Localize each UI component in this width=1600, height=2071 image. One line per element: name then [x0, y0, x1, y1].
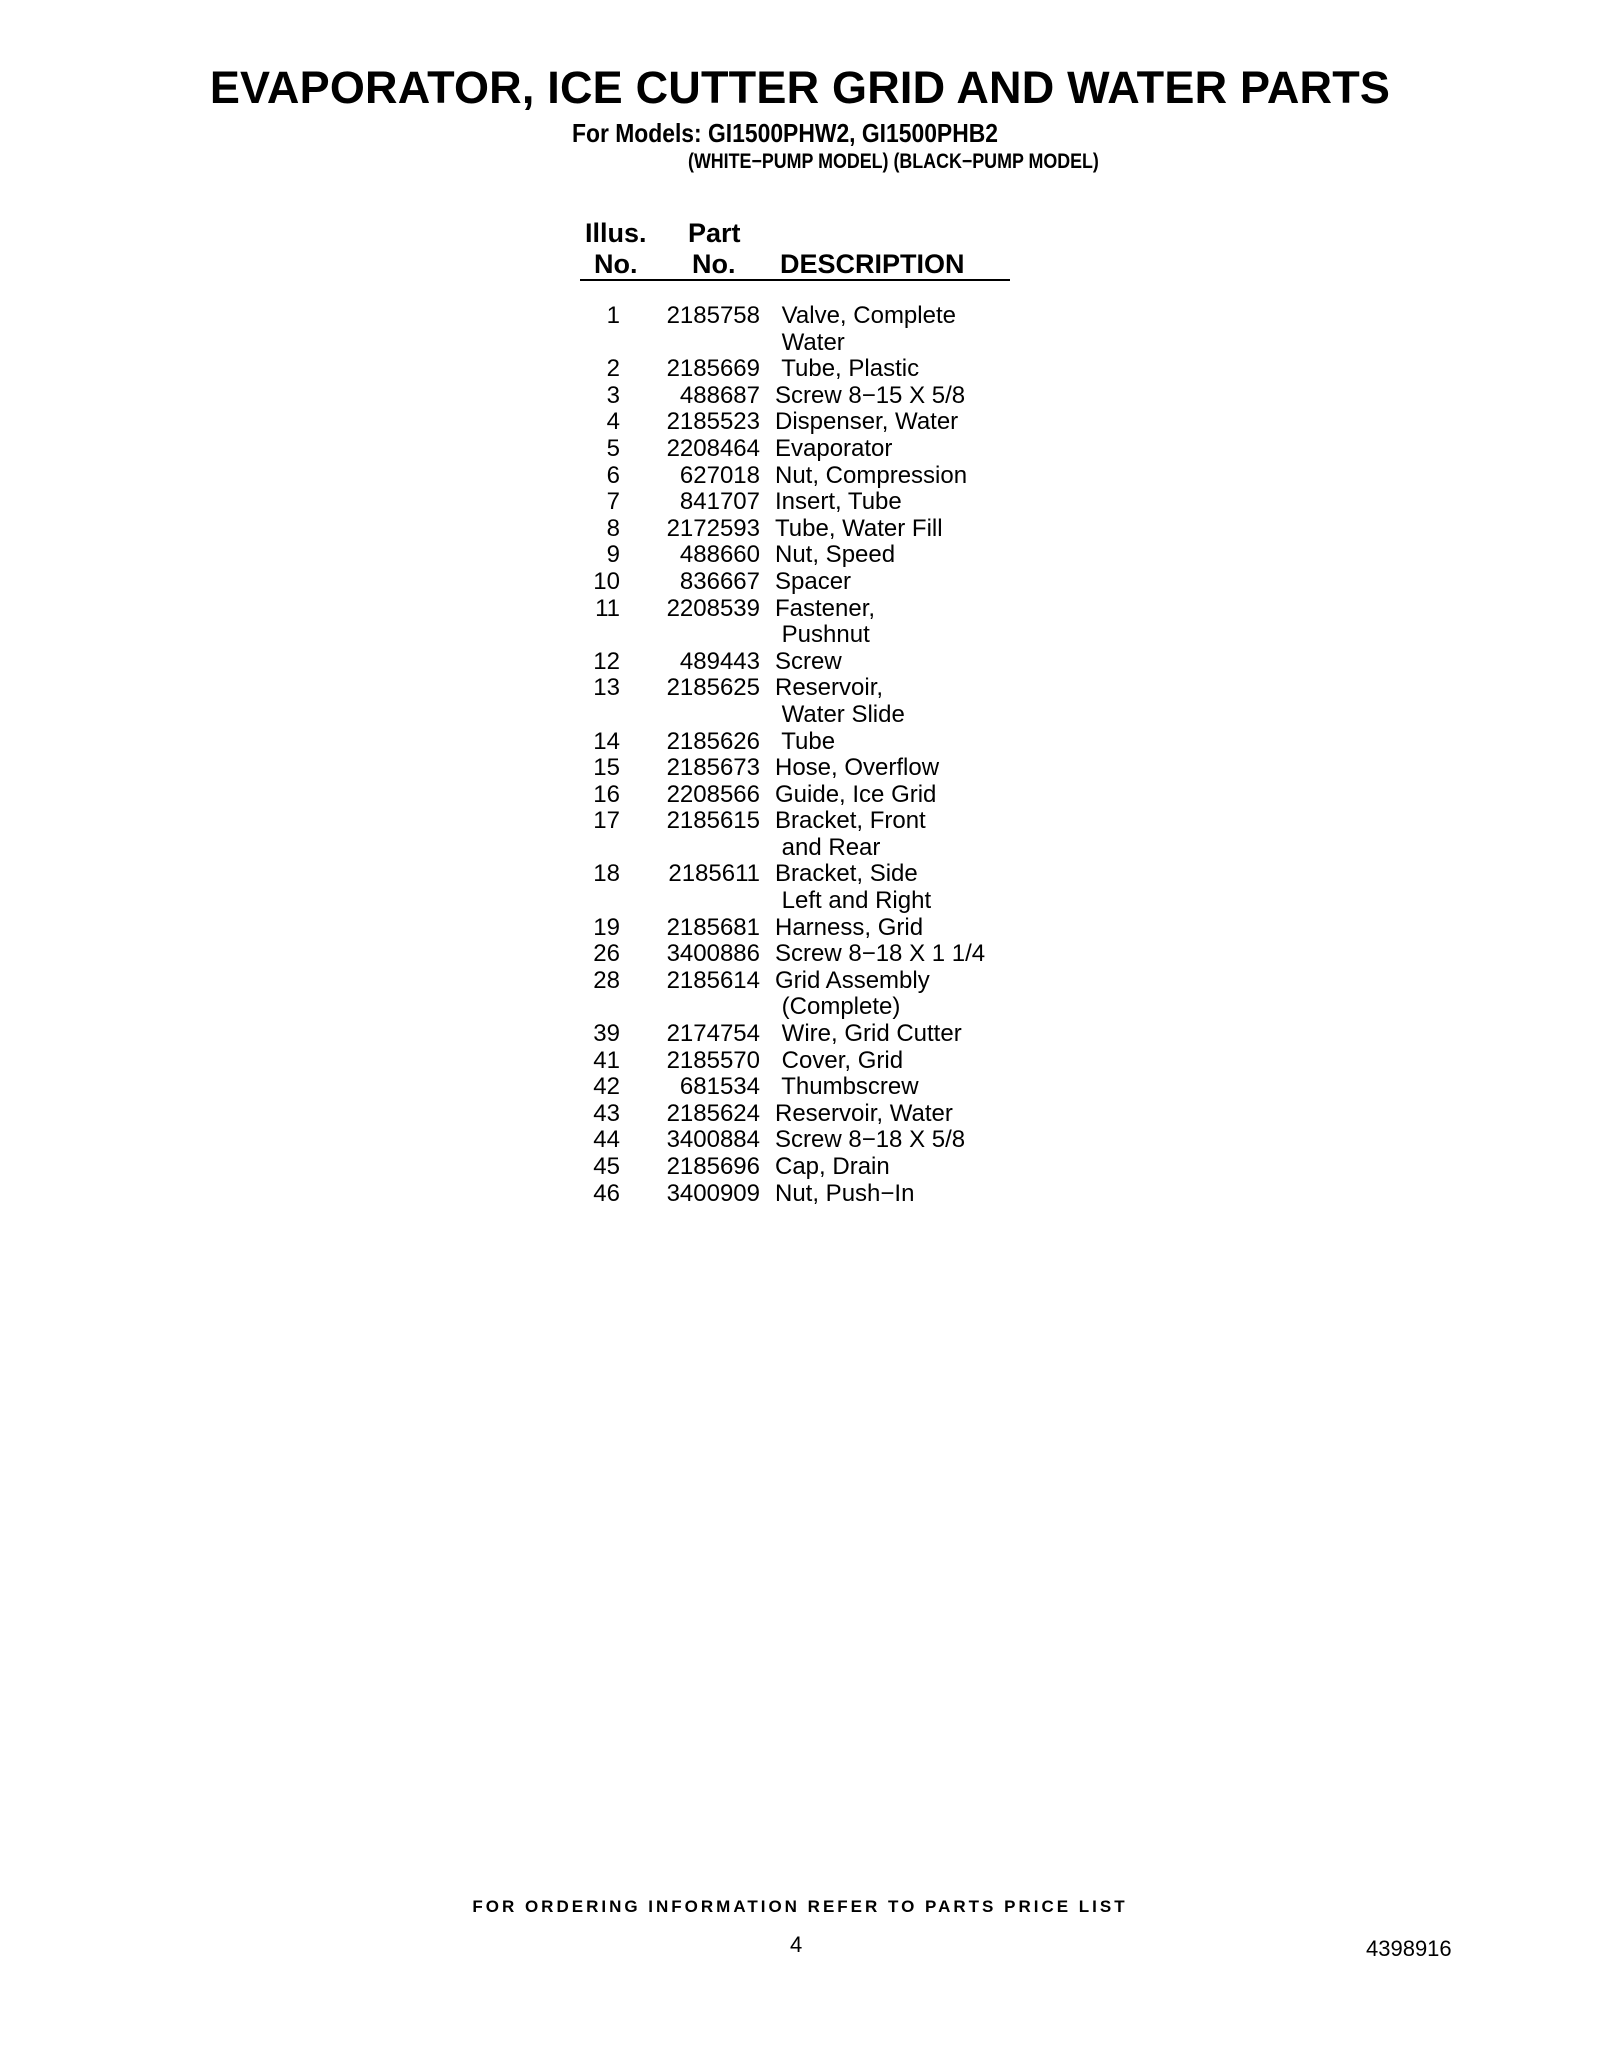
illus-number: 5 [606, 434, 620, 462]
part-description: (Complete) [775, 993, 901, 1021]
table-row [0, 808, 1600, 835]
part-description: Fastener, [775, 594, 876, 622]
table-row [0, 489, 1600, 516]
part-number: 2185570 [666, 1046, 760, 1074]
part-number: 2208566 [666, 780, 760, 808]
part-description: Cap, Drain [775, 1153, 890, 1180]
header-rule [580, 279, 1010, 281]
part-number: 2185615 [666, 807, 760, 835]
part-description: Reservoir, Water [775, 1099, 953, 1127]
illus-number: 26 [593, 940, 620, 968]
part-description: Screw [775, 647, 842, 675]
part-description: Valve, Complete [775, 302, 956, 329]
part-description: Left and Right [775, 887, 932, 915]
part-number: 2185696 [666, 1153, 760, 1180]
part-description: Screw 8−18 X 1 1/4 [775, 940, 986, 968]
table-row [0, 835, 1600, 862]
part-description: Tube, Plastic [775, 355, 920, 383]
illus-number: 42 [593, 1073, 620, 1101]
table-row [0, 702, 1600, 729]
part-description: Bracket, Front [775, 807, 926, 835]
table-row [0, 569, 1600, 596]
illus-number: 17 [593, 807, 620, 835]
illus-number: 16 [593, 780, 620, 808]
table-row [0, 1127, 1600, 1154]
illus-number: 12 [593, 647, 620, 675]
part-description: Water [775, 328, 845, 356]
illus-number: 6 [606, 461, 620, 489]
part-number: 488687 [679, 381, 760, 409]
part-number: 489443 [679, 647, 760, 675]
table-row [0, 1021, 1600, 1048]
part-number: 2185624 [666, 1099, 760, 1127]
table-row [0, 1048, 1600, 1075]
table-row [0, 861, 1600, 888]
table-row [0, 1074, 1600, 1101]
part-number: 2185625 [666, 674, 760, 702]
models-line: For Models: GI1500PHW2, GI1500PHB2 [572, 118, 998, 148]
table-row [0, 941, 1600, 968]
table-row [0, 1154, 1600, 1181]
table-row [0, 1181, 1600, 1208]
part-description: Screw 8−18 X 5/8 [775, 1126, 966, 1154]
part-description: Hose, Overflow [775, 754, 940, 782]
part-description: Evaporator [775, 434, 893, 462]
table-row [0, 330, 1600, 357]
part-number: 627018 [679, 461, 760, 489]
table-row [0, 1101, 1600, 1128]
table-row [0, 596, 1600, 623]
part-description: Nut, Speed [775, 541, 896, 569]
part-number: 2185611 [668, 860, 760, 888]
table-row [0, 622, 1600, 649]
table-row [0, 915, 1600, 942]
illus-number: 13 [593, 674, 620, 702]
table-row [0, 755, 1600, 782]
page-title: EVAPORATOR, ICE CUTTER GRID AND WATER PARTS [209, 62, 1391, 113]
part-number: 681534 [679, 1073, 760, 1101]
model-variants-line: (WHITE−PUMP MODEL) (BLACK−PUMP MODEL) [688, 150, 1099, 173]
illus-number: 11 [595, 594, 620, 622]
part-number: 3400884 [666, 1126, 760, 1154]
illus-number: 3 [606, 381, 620, 409]
table-row [0, 383, 1600, 410]
ordering-note: FOR ORDERING INFORMATION REFER TO PARTS PRICE LIST [472, 1897, 1128, 1916]
part-description: and Rear [775, 833, 881, 861]
illus-number: 2 [606, 355, 620, 383]
illus-number: 28 [593, 966, 620, 994]
header-illus-line2: No. [594, 249, 638, 279]
table-row [0, 409, 1600, 436]
header-description: DESCRIPTION [780, 249, 965, 279]
part-description: Thumbscrew [775, 1073, 919, 1101]
illus-number: 41 [593, 1046, 620, 1074]
part-description: Wire, Grid Cutter [775, 1020, 962, 1048]
table-row [0, 303, 1600, 330]
part-number: 2185523 [666, 408, 760, 436]
table-row [0, 888, 1600, 915]
part-description: Bracket, Side [775, 860, 918, 888]
illus-number: 10 [593, 567, 620, 595]
part-description: Nut, Compression [775, 461, 968, 489]
part-description: Screw 8−15 X 5/8 [775, 381, 966, 409]
table-row [0, 649, 1600, 676]
part-number: 836667 [679, 567, 760, 595]
table-row [0, 729, 1600, 756]
part-description: Reservoir, [775, 674, 884, 702]
part-number: 488660 [679, 541, 760, 569]
illus-number: 14 [593, 727, 620, 755]
header-illus-line1: Illus. [585, 218, 647, 248]
part-number: 841707 [679, 488, 760, 516]
page-number: 4 [790, 1932, 803, 1957]
document-number: 4398916 [1366, 1936, 1452, 1961]
part-description: Harness, Grid [775, 913, 924, 941]
table-row [0, 356, 1600, 383]
illus-number: 39 [593, 1020, 620, 1048]
parts-table-body [0, 303, 1600, 1207]
table-row [0, 436, 1600, 463]
illus-number: 4 [606, 408, 620, 436]
part-description: Cover, Grid [775, 1046, 904, 1074]
part-number: 2185681 [666, 913, 760, 941]
illus-number: 46 [593, 1179, 620, 1207]
table-row [0, 542, 1600, 569]
part-number: 2208464 [666, 434, 760, 462]
illus-number: 15 [593, 754, 620, 782]
part-number: 2185669 [666, 355, 760, 383]
table-row [0, 968, 1600, 995]
table-row [0, 994, 1600, 1021]
table-row [0, 675, 1600, 702]
illus-number: 19 [593, 913, 620, 941]
table-row [0, 463, 1600, 490]
part-description: Spacer [775, 567, 852, 595]
part-description: Tube, Water Fill [775, 514, 943, 542]
part-description: Nut, Push−In [775, 1179, 915, 1207]
illus-number: 45 [593, 1153, 620, 1180]
part-description: Tube [775, 727, 836, 755]
part-number: 2185673 [666, 754, 760, 782]
illus-number: 43 [593, 1099, 620, 1127]
part-description: Pushnut [775, 621, 870, 649]
illus-number: 8 [606, 514, 620, 542]
table-row [0, 782, 1600, 809]
part-description: Dispenser, Water [775, 408, 959, 436]
part-number: 2208539 [666, 594, 760, 622]
illus-number: 18 [593, 860, 620, 888]
illus-number: 9 [606, 541, 620, 569]
part-number: 2185626 [666, 727, 760, 755]
part-number: 2172593 [666, 514, 760, 542]
illus-number: 7 [606, 488, 620, 516]
part-number: 3400886 [666, 940, 760, 968]
part-description: Grid Assembly [775, 966, 930, 994]
part-number: 2174754 [666, 1020, 760, 1048]
part-description: Guide, Ice Grid [775, 780, 937, 808]
part-description: Insert, Tube [775, 488, 902, 516]
header-part-line1: Part [688, 218, 741, 248]
table-row [0, 516, 1600, 543]
part-description: Water Slide [775, 700, 905, 728]
header-part-line2: No. [692, 249, 736, 279]
illus-number: 44 [593, 1126, 620, 1154]
illus-number: 1 [606, 302, 620, 329]
part-number: 2185614 [666, 966, 760, 994]
part-number: 3400909 [666, 1179, 760, 1207]
part-number: 2185758 [666, 302, 760, 329]
